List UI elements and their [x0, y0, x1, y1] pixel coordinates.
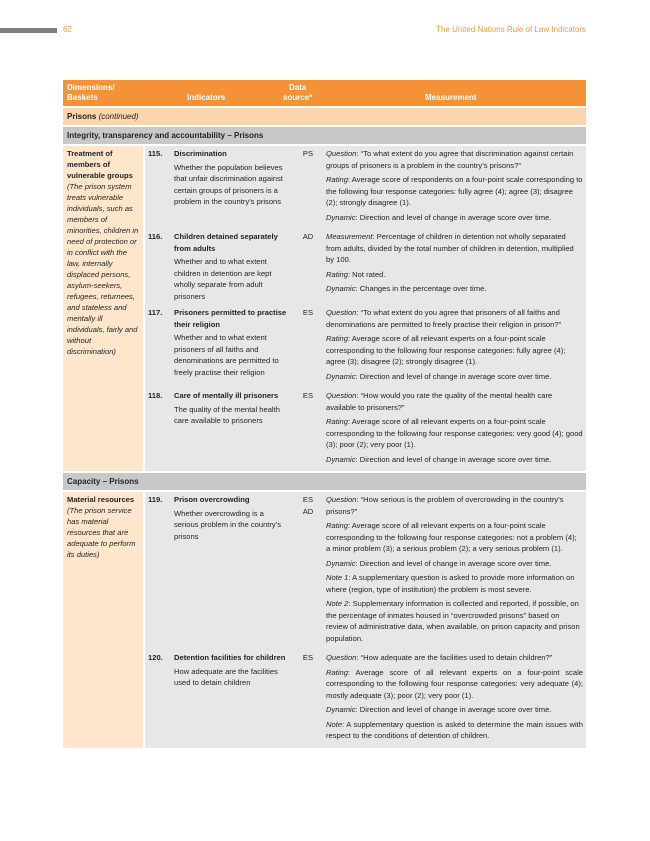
measurement-label: Measurement — [326, 232, 373, 241]
measurement-label: Rating — [326, 175, 348, 184]
measurement-paragraph — [326, 174, 583, 209]
group-material-resources — [63, 492, 586, 748]
data-source-cell — [290, 652, 326, 745]
measurement-text: : “How adequate are the facilities used to detain children?” — [356, 653, 553, 662]
measurement-paragraph — [326, 719, 583, 742]
data-source-cell — [290, 307, 326, 385]
measurement-paragraph — [326, 652, 583, 664]
header-measurement: Measurement — [425, 93, 477, 102]
indicator-cell — [174, 231, 290, 302]
measurement-cell — [326, 148, 586, 226]
measurement-label: Dynamic — [326, 212, 356, 222]
measurement-label: Rating — [326, 521, 348, 530]
measurement-text: : Direction and level of change in average score over time. — [355, 371, 552, 381]
measurement-cell — [326, 307, 586, 385]
indicator-number: 120. — [148, 653, 163, 662]
measurement-paragraph — [326, 558, 583, 570]
data-source-cell — [290, 148, 326, 226]
table-row — [145, 650, 586, 748]
measurement-label: Question — [326, 495, 357, 504]
measurement-label: Question — [326, 653, 357, 662]
measurement-paragraph — [326, 598, 583, 644]
measurement-paragraph — [326, 212, 583, 224]
measurement-label: Dynamic — [326, 284, 356, 293]
measurement-text: : Average score of all relevant experts on a four-point scale corresponding to the following four response categories: very good (4); good (3); poor (2); very poor (1). — [326, 417, 583, 449]
header-dimensions: Dimensions/ — [67, 83, 115, 92]
measurement-text: : “To what extent do you agree that prisoners of all faiths and denominations are permitted to freely practise their religion in prison?” — [326, 308, 562, 329]
measurement-paragraph — [326, 454, 583, 466]
measurement-text: : Direction and level of change in average score over time. — [355, 558, 552, 568]
measurement-paragraph — [326, 494, 583, 517]
measurement-text: : A supplementary question is asked to provide more information on where (region, type of institution) the problem is most severe. — [326, 573, 575, 594]
measurement-label: Note — [326, 719, 343, 729]
indicator-rows — [145, 492, 586, 748]
measurement-text: : “How serious is the problem of overcrowding in the country’s prisons?” — [326, 495, 564, 516]
measurement-label: Question — [326, 149, 357, 158]
measurement-paragraph — [326, 231, 583, 266]
indicator-number: 118. — [148, 391, 163, 400]
measurement-paragraph — [326, 390, 583, 413]
measurement-paragraph — [326, 333, 583, 368]
indicator-number: 117. — [148, 308, 163, 317]
header-data: Data — [289, 83, 307, 92]
data-source: AD — [302, 232, 314, 241]
section-capacity: Capacity – Prisons — [63, 473, 586, 490]
measurement-label: Dynamic — [326, 371, 356, 381]
data-source: ES — [302, 308, 314, 317]
dimension-cell — [63, 146, 143, 471]
measurement-cell — [326, 494, 586, 647]
dimension-title: Material resources — [67, 495, 135, 504]
data-source-cell — [290, 494, 326, 647]
table-header — [63, 80, 586, 106]
indicator-table — [63, 80, 586, 748]
indicator-description: Whether the population believes that unfair discrimination against certain groups of prisoners is a problem in the country’s prisons — [174, 162, 283, 206]
measurement-text: : “How would you rate the quality of the mental health care available to prisoners?” — [326, 391, 553, 412]
measurement-cell — [326, 652, 586, 745]
header-indicators: Indicators — [187, 93, 226, 102]
measurement-label: Dynamic — [326, 558, 356, 568]
measurement-text: : A supplementary question is asked to determine the main issues with respect to the conditions of detention of children. — [326, 719, 583, 740]
prisons-continued: (continued) — [96, 112, 139, 121]
table-row — [145, 229, 586, 305]
data-source: ES — [302, 495, 314, 504]
measurement-label: Rating — [326, 417, 348, 426]
prisons-title: Prisons — [67, 112, 97, 121]
indicator-title: Discrimination — [174, 149, 227, 158]
indicator-description: Whether and to what extent prisoners of all faiths and denominations are permitted to freely practise their religion — [174, 333, 279, 377]
data-source: ES — [302, 653, 314, 662]
prisons-band — [63, 108, 586, 125]
dimension-title: Treatment of members of vulnerable groups — [67, 149, 133, 180]
measurement-label: Dynamic — [326, 454, 356, 464]
data-source: PS — [302, 149, 314, 158]
measurement-label: Note 1 — [326, 573, 349, 582]
indicator-rows — [145, 146, 586, 471]
measurement-text: : Direction and level of change in average score over time. — [355, 212, 552, 222]
group-vulnerable — [63, 146, 586, 471]
measurement-text: : Direction and level of change in average score over time. — [355, 705, 552, 714]
table-row — [145, 305, 586, 388]
measurement-paragraph — [326, 269, 583, 281]
measurement-label: Question — [326, 308, 357, 317]
dimension-description: (The prison system treats vulnerable individuals, such as members of minorities, children in need of protection or in conflict with the law, internally displaced persons, asylum-seekers, refugees, returnees, and stateless and mentally ill individuals, fairly and without discrimination) — [67, 182, 139, 356]
indicator-description: Whether and to what extent children in detention are kept wholly separate from adult prisoners — [174, 257, 272, 301]
indicator-description: How adequate are the facilities used to detain children — [174, 666, 278, 687]
measurement-paragraph — [326, 667, 583, 702]
indicator-number: 119. — [148, 495, 163, 504]
measurement-paragraph — [326, 704, 583, 716]
dimension-cell — [63, 492, 143, 748]
measurement-text: : Percentage of children in detention not wholly separated from adults, divided by the total number of children in detention, multiplied by 100. — [326, 232, 574, 264]
measurement-cell — [326, 390, 586, 468]
indicator-number: 115. — [148, 149, 163, 158]
measurement-paragraph — [326, 572, 583, 595]
measurement-label: Question — [326, 391, 357, 400]
indicator-title: Children detained separately from adults — [174, 232, 278, 253]
measurement-label: Dynamic — [326, 705, 356, 714]
data-source-cell — [290, 390, 326, 468]
measurement-text: : Direction and level of change in average score over time. — [355, 454, 552, 464]
measurement-text: : Average score of respondents on a four-point scale corresponding to the following four response categories: fully agree (4); agree (3); disagree (2); strongly disagree (1). — [326, 175, 583, 207]
measurement-text: : Supplementary information is collected and reported, if possible, on the percentage of inmates housed in “overcrowded prisons” based on review of administrative data, when available, on prison capacity and prison population. — [326, 599, 580, 643]
measurement-text: : Not rated. — [347, 269, 386, 279]
indicator-description: Whether overcrowding is a serious problem in the country’s prisons — [174, 508, 282, 541]
measurement-label: Rating — [326, 269, 348, 279]
indicator-title: Prisoners permitted to practise their religion — [174, 308, 287, 329]
data-source: AD — [302, 506, 314, 516]
page-number: 62 — [63, 25, 72, 34]
measurement-cell — [326, 231, 586, 302]
data-source-cell — [290, 231, 326, 302]
measurement-paragraph — [326, 371, 583, 383]
header-rule — [0, 28, 57, 33]
table-row — [145, 492, 586, 650]
indicator-cell — [174, 148, 290, 226]
data-source: ES — [302, 391, 314, 400]
indicator-description: The quality of the mental health care available to prisoners — [174, 404, 280, 425]
measurement-paragraph — [326, 520, 583, 555]
section-integrity: Integrity, transparency and accountability – Prisons — [63, 127, 586, 144]
measurement-label: Rating — [326, 667, 348, 677]
table-row — [145, 146, 586, 229]
header-source: source* — [283, 93, 313, 102]
measurement-label: Note 2 — [326, 599, 349, 608]
measurement-label: Rating — [326, 334, 348, 343]
indicator-cell — [174, 494, 290, 647]
dimension-description: (The prison service has material resources that are adequate to perform its duties) — [67, 506, 136, 559]
header-baskets: Baskets — [67, 93, 98, 102]
measurement-paragraph — [326, 148, 583, 171]
measurement-text: : Average score of all relevant experts on a four-point scale corresponding to the following four response categories: fully agree (4); agree (3); disagree (2); strongly disagree (1). — [326, 334, 566, 366]
measurement-text: : Changes in the percentage over time. — [355, 284, 487, 293]
indicator-title: Care of mentally ill prisoners — [174, 391, 279, 400]
indicator-number: 116. — [148, 232, 163, 241]
running-head: The United Nations Rule of Law Indicators — [436, 25, 586, 34]
measurement-paragraph — [326, 283, 583, 295]
measurement-paragraph — [326, 416, 583, 451]
indicator-cell — [174, 652, 290, 745]
measurement-paragraph — [326, 307, 583, 330]
indicator-cell — [174, 307, 290, 385]
indicator-title: Detention facilities for children — [174, 653, 286, 662]
indicator-cell — [174, 390, 290, 468]
measurement-text: : Average score of all relevant experts on a four-point scale corresponding to the following four response categories: very adequate (4); mostly adequate (3); poor (2); very poor (1). — [326, 667, 583, 700]
indicator-title: Prison overcrowding — [174, 495, 250, 504]
measurement-text: : Average score of all relevant experts on a four-point scale corresponding to the following four response categories: not a problem (4); a minor problem (3); a serious problem (2); a very serious problem (1). — [326, 521, 577, 553]
table-row — [145, 388, 586, 471]
measurement-text: : “To what extent do you agree that discrimination against certain groups of prisoners is a problem in the country’s prisons?” — [326, 149, 574, 170]
